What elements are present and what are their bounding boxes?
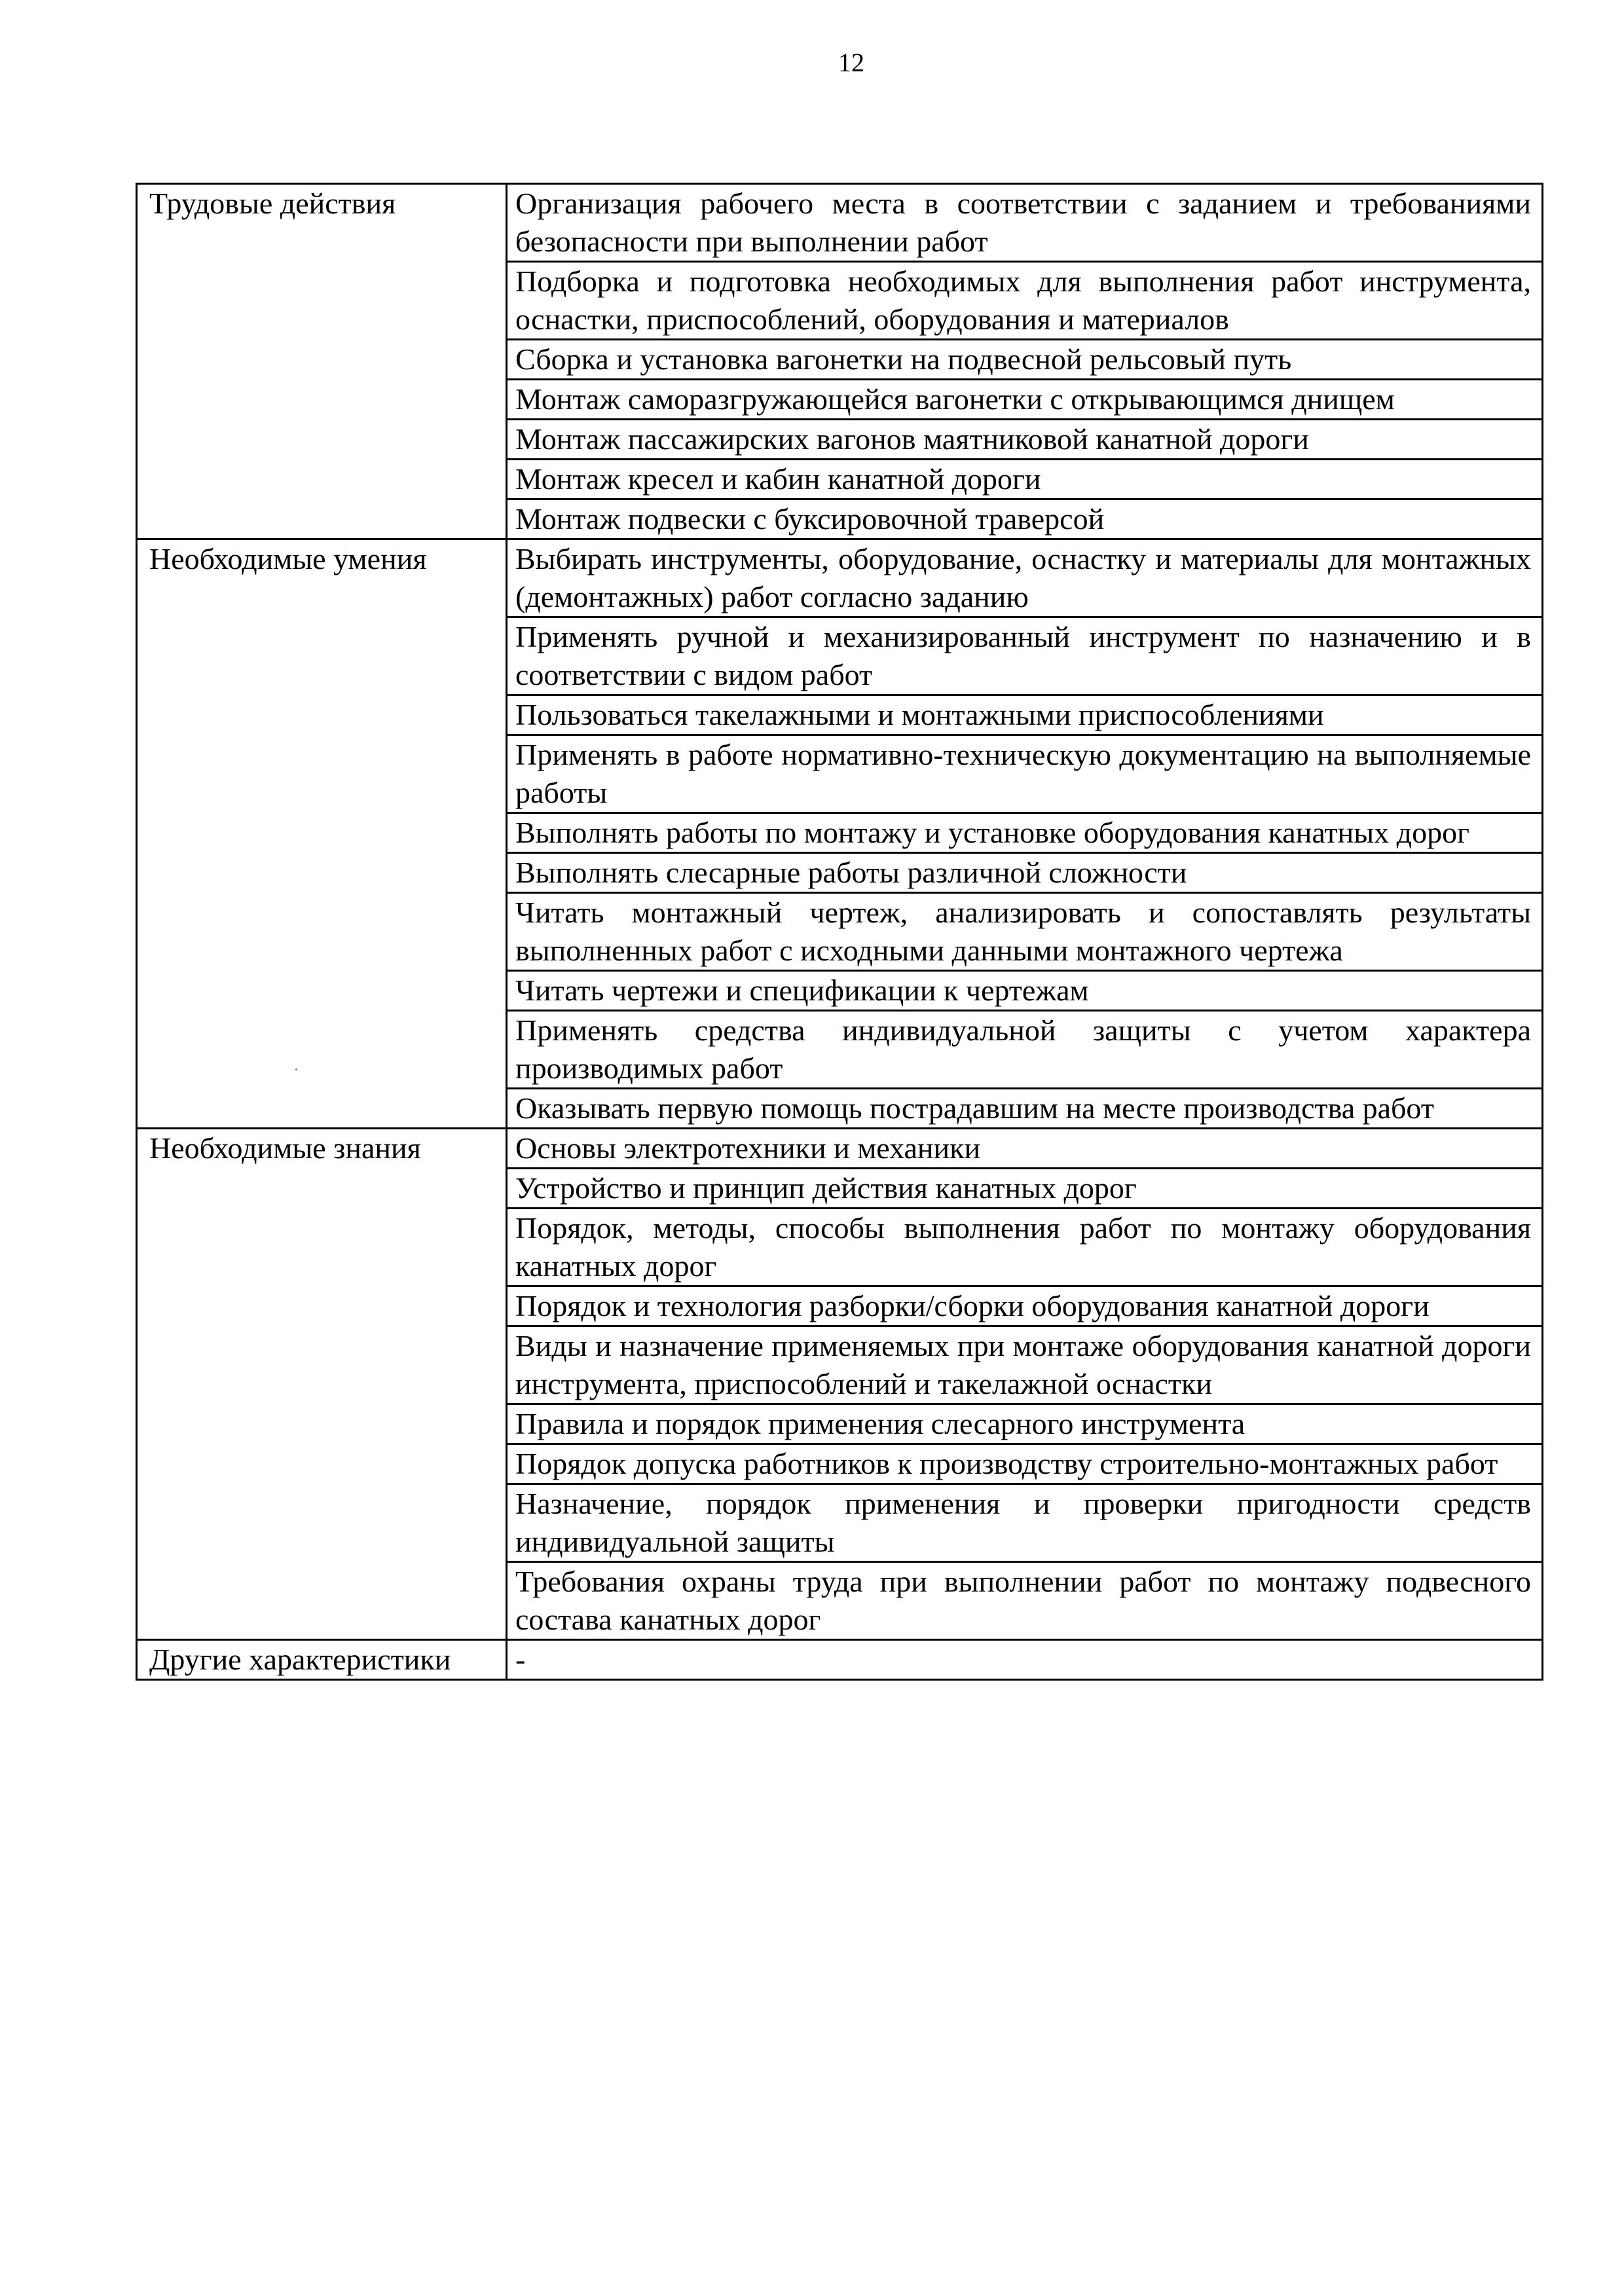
section-item: Монтаж пассажирских вагонов маятниковой канатной дороги [507,420,1543,460]
page-number: 12 [838,48,864,77]
section-item: Пользоваться такелажными и монтажными приспособлениями [507,695,1543,735]
table-row [137,184,1543,262]
scan-artifact [295,1068,297,1070]
table-body [137,184,1543,1680]
section-item: Оказывать первую помощь пострадавшим на месте производства работ [507,1089,1543,1129]
section-item: Назначение, порядок применения и проверки пригодности средств индивидуальной защиты [507,1484,1543,1562]
section-item: Организация рабочего места в соответствии с заданием и требованиями безопасности при выполнении работ [507,184,1543,262]
section-item: Порядок допуска работников к производству строительно-монтажных работ [507,1444,1543,1484]
section-item: Применять средства индивидуальной защиты с учетом характера производимых работ [507,1011,1543,1089]
section-item: - [507,1640,1543,1680]
table-row [137,1129,1543,1169]
section-item: Выбирать инструменты, оборудование, оснастку и материалы для монтажных (демонтажных) работ согласно заданию [507,539,1543,617]
section-item: Выполнять работы по монтажу и установке оборудования канатных дорог [507,813,1543,853]
section-item: Выполнять слесарные работы различной сложности [507,853,1543,893]
section-item: Применять ручной и механизированный инструмент по назначению и в соответствии с видом работ [507,617,1543,695]
section-label: Трудовые действия [137,184,507,539]
section-item: Монтаж кресел и кабин канатной дороги [507,460,1543,500]
section-item: Подборка и подготовка необходимых для выполнения работ инструмента, оснастки, приспособлений, оборудования и материалов [507,262,1543,340]
section-item: Правила и порядок применения слесарного инструмента [507,1404,1543,1444]
section-item: Основы электротехники и механики [507,1129,1543,1169]
section-item: Применять в работе нормативно-техническую документацию на выполняемые работы [507,735,1543,813]
section-item: Требования охраны труда при выполнении работ по монтажу подвесного состава канатных дорог [507,1562,1543,1640]
section-item: Порядок и технология разборки/сборки оборудования канатной дороги [507,1286,1543,1326]
section-item: Сборка и установка вагонетки на подвесной рельсовый путь [507,340,1543,380]
section-item: Монтаж подвески с буксировочной траверсой [507,500,1543,539]
section-item: Монтаж саморазгружающейся вагонетки с открывающимся днищем [507,380,1543,420]
table-row [137,1640,1543,1680]
characteristics-table [136,183,1543,1681]
section-item: Читать монтажный чертеж, анализировать и сопоставлять результаты выполненных работ с исходными данными монтажного чертежа [507,893,1543,971]
section-label: Необходимые знания [137,1129,507,1640]
section-item: Виды и назначение применяемых при монтаже оборудования канатной дороги инструмента, приспособлений и такелажной оснастки [507,1326,1543,1404]
section-label: Другие характеристики [137,1640,507,1680]
section-label: Необходимые умения [137,539,507,1129]
table-row [137,539,1543,617]
section-item: Устройство и принцип действия канатных дорог [507,1169,1543,1209]
section-item: Читать чертежи и спецификации к чертежам [507,971,1543,1011]
section-item: Порядок, методы, способы выполнения работ по монтажу оборудования канатных дорог [507,1209,1543,1286]
